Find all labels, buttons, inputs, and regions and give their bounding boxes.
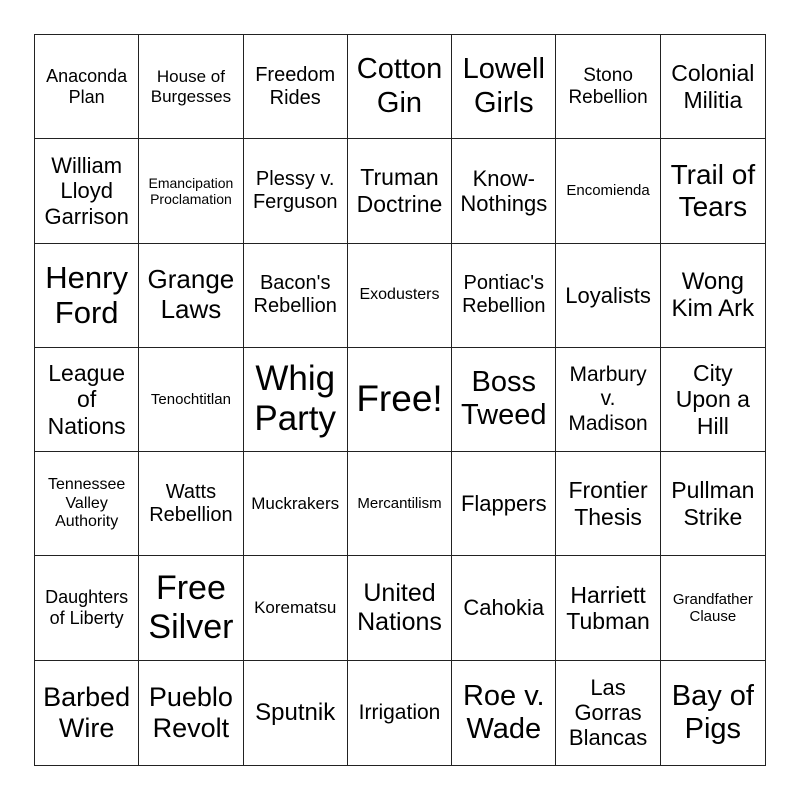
bingo-cell[interactable] — [348, 452, 452, 556]
bingo-cell[interactable] — [244, 661, 348, 765]
bingo-cell-label: League of Nations — [47, 359, 126, 439]
bingo-cell[interactable] — [661, 452, 765, 556]
bingo-cell-label: City Upon a Hill — [675, 359, 750, 439]
bingo-cell-label: Wong Kim Ark — [671, 267, 755, 323]
bingo-cell-label: United Nations — [357, 579, 442, 637]
bingo-cell-label: Pullman Strike — [671, 477, 755, 530]
bingo-cell-label: Henry Ford — [45, 259, 128, 331]
bingo-cell-label: Sputnik — [255, 699, 336, 727]
bingo-cell-label: Las Gorras Blancas — [568, 674, 648, 751]
bingo-cell[interactable] — [244, 556, 348, 660]
bingo-cell-label: Barbed Wire — [43, 681, 131, 743]
bingo-cell-label: Colonial Militia — [671, 60, 755, 113]
bingo-cell-label: Know-Nothings — [460, 165, 548, 216]
bingo-cell[interactable] — [139, 661, 243, 765]
free-space-cell[interactable] — [348, 348, 452, 452]
bingo-cell[interactable] — [35, 244, 139, 348]
bingo-cell[interactable] — [452, 244, 556, 348]
bingo-cell-label: Cahokia — [463, 595, 545, 621]
bingo-cell-label: House of Burgesses — [150, 67, 232, 106]
bingo-cell[interactable] — [556, 348, 660, 452]
bingo-cell-label: Marbury v. Madison — [568, 363, 648, 435]
bingo-cell[interactable] — [348, 244, 452, 348]
bingo-cell[interactable] — [244, 452, 348, 556]
bingo-cell-label: Pueblo Revolt — [148, 681, 233, 743]
bingo-cell[interactable] — [244, 244, 348, 348]
bingo-cell-label: Bacon's Rebellion — [253, 272, 337, 318]
bingo-cell[interactable] — [661, 556, 765, 660]
bingo-cell-label: Cotton Gin — [356, 53, 443, 119]
bingo-cell[interactable] — [661, 244, 765, 348]
bingo-cell-label: Truman Doctrine — [356, 164, 443, 217]
bingo-cell-label: Frontier Thesis — [568, 477, 648, 530]
bingo-board — [34, 34, 766, 766]
bingo-cell-label: Freedom Rides — [255, 63, 336, 109]
bingo-cell-label: Free Silver — [148, 568, 234, 647]
bingo-cell-label: Pontiac's Rebellion — [462, 272, 546, 318]
bingo-cell-label: Watts Rebellion — [149, 480, 233, 526]
bingo-cell-label: Grandfather Clause — [672, 590, 753, 626]
bingo-cell-label: Loyalists — [565, 282, 651, 308]
bingo-cell-label: Plessy v. Ferguson — [252, 167, 338, 213]
bingo-cell[interactable] — [452, 556, 556, 660]
bingo-cell-label: Trail of Tears — [670, 158, 756, 222]
bingo-cell[interactable] — [661, 139, 765, 243]
bingo-cell[interactable] — [452, 452, 556, 556]
bingo-cell[interactable] — [35, 556, 139, 660]
bingo-cell-label: Muckrakers — [251, 494, 340, 513]
bingo-cell-label: Free! — [356, 378, 443, 420]
bingo-cell[interactable] — [348, 661, 452, 765]
bingo-cell-label: Harriett Tubman — [566, 581, 650, 635]
bingo-cell[interactable] — [35, 348, 139, 452]
bingo-cell[interactable] — [139, 35, 243, 139]
bingo-cell-label: Mercantilism — [357, 495, 442, 513]
bingo-cell[interactable] — [661, 348, 765, 452]
bingo-cell-label: Irrigation — [358, 700, 441, 724]
bingo-cell-label: Emancipation Proclamation — [148, 174, 234, 207]
bingo-cell-label: Roe v. Wade — [462, 679, 545, 745]
bingo-cell[interactable] — [556, 244, 660, 348]
bingo-cell[interactable] — [35, 35, 139, 139]
bingo-cell-label: Anaconda Plan — [46, 65, 128, 107]
bingo-cell[interactable] — [139, 452, 243, 556]
bingo-cell[interactable] — [556, 452, 660, 556]
bingo-cell[interactable] — [661, 35, 765, 139]
bingo-cell-label: Tenochtitlan — [150, 390, 231, 408]
bingo-cell[interactable] — [556, 661, 660, 765]
bingo-cell[interactable] — [139, 139, 243, 243]
bingo-cell[interactable] — [244, 348, 348, 452]
bingo-cell[interactable] — [244, 139, 348, 243]
bingo-cell-label: Tennessee Valley Authority — [47, 476, 126, 530]
bingo-cell[interactable] — [348, 556, 452, 660]
bingo-cell[interactable] — [348, 35, 452, 139]
bingo-cell[interactable] — [661, 661, 765, 765]
bingo-cell-label: Daughters of Liberty — [45, 587, 129, 629]
bingo-cell[interactable] — [452, 661, 556, 765]
bingo-cell[interactable] — [452, 35, 556, 139]
bingo-cell-label: Flappers — [460, 491, 547, 517]
bingo-cell-label: Bay of Pigs — [671, 679, 754, 745]
bingo-cell[interactable] — [139, 348, 243, 452]
bingo-cell-label: Whig Party — [254, 359, 337, 439]
bingo-cell[interactable] — [139, 556, 243, 660]
bingo-cell-label: Lowell Girls — [462, 53, 545, 119]
bingo-cell[interactable] — [556, 35, 660, 139]
bingo-cell[interactable] — [452, 348, 556, 452]
bingo-cell[interactable] — [244, 35, 348, 139]
bingo-cell[interactable] — [348, 139, 452, 243]
bingo-cell-label: Exodusters — [359, 286, 440, 303]
bingo-cell-label: Encomienda — [566, 182, 650, 200]
bingo-cell-label: William Lloyd Garrison — [44, 152, 129, 229]
bingo-cell[interactable] — [35, 452, 139, 556]
bingo-cell-label: Korematsu — [254, 598, 337, 618]
bingo-cell[interactable] — [556, 556, 660, 660]
bingo-cell[interactable] — [556, 139, 660, 243]
bingo-cell-label: Boss Tweed — [461, 366, 547, 432]
bingo-cell-label: Stono Rebellion — [568, 64, 648, 108]
bingo-cell[interactable] — [139, 244, 243, 348]
bingo-cell[interactable] — [452, 139, 556, 243]
bingo-cell-label: Grange Laws — [147, 264, 235, 325]
bingo-cell[interactable] — [35, 139, 139, 243]
bingo-cell[interactable] — [35, 661, 139, 765]
